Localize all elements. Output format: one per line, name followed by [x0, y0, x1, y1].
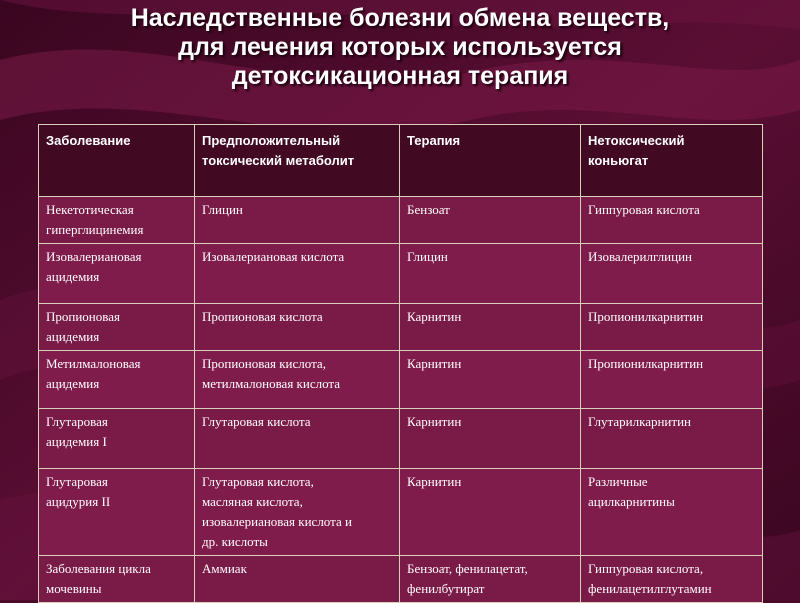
- table-cell-text: Пропионовая кислота,: [202, 356, 326, 371]
- table-cell-text: Гиппуровая кислота,: [588, 561, 704, 576]
- table-cell-text: Глутаровая кислота,: [202, 474, 314, 489]
- table-cell-text: фенилацетилглутамин: [588, 581, 712, 596]
- table-cell-text: ацидурия II: [46, 494, 111, 509]
- table-cell-text: Карнитин: [407, 414, 462, 429]
- table-cell-text: Различные: [588, 474, 648, 489]
- table-cell-text: ацидемия: [46, 269, 100, 284]
- table-cell: [195, 409, 400, 469]
- title-line-3: детоксикационная терапия: [231, 62, 569, 90]
- table-cell-text: Некетотическая: [46, 202, 134, 217]
- title-line-1: Наследственные болезни обмена веществ,: [130, 4, 670, 32]
- table-cell: [400, 469, 581, 556]
- column-header-text: токсический метаболит: [202, 153, 355, 168]
- table-cell-text: изовалериановая кислота и: [202, 514, 352, 529]
- column-header: [400, 125, 581, 197]
- table-cell-text: Глутаровая: [46, 474, 108, 489]
- table-cell: [400, 197, 581, 244]
- table-cell: [195, 304, 400, 351]
- table-cell-text: гиперглицинемия: [46, 222, 144, 237]
- table-cell: [581, 469, 763, 556]
- table-cell-text: Глутарилкарнитин: [588, 414, 691, 429]
- table-cell: [39, 409, 195, 469]
- table-row: [39, 304, 763, 351]
- table-cell: [195, 244, 400, 304]
- table-cell: [195, 351, 400, 409]
- column-header-text: Заболевание: [46, 133, 131, 148]
- table-cell-text: Изовалериановая: [46, 249, 142, 264]
- table-cell: [400, 409, 581, 469]
- table-cell-text: Аммиак: [202, 561, 247, 576]
- table-row: [39, 469, 763, 556]
- table-cell: [39, 469, 195, 556]
- detox-therapy-table: [38, 124, 763, 603]
- table-cell-text: Глутаровая: [46, 414, 108, 429]
- table-row: [39, 556, 763, 603]
- table-cell: [400, 351, 581, 409]
- table-cell-text: Метилмалоновая: [46, 356, 141, 371]
- table-cell-text: Заболевания цикла: [46, 561, 151, 576]
- column-header: [39, 125, 195, 197]
- table-cell-text: Карнитин: [407, 474, 462, 489]
- table-cell-text: Пропионовая кислота: [202, 309, 323, 324]
- column-header: [581, 125, 763, 197]
- table-cell-text: Бензоат: [407, 202, 450, 217]
- table-cell-text: ацилкарнитины: [588, 494, 675, 509]
- table-cell-text: фенилбутират: [407, 581, 485, 596]
- table-cell-text: ацидемия: [46, 376, 100, 391]
- table-cell: [400, 556, 581, 603]
- table-cell: [39, 304, 195, 351]
- table-cell-text: Пропионовая: [46, 309, 120, 324]
- table-row: [39, 244, 763, 304]
- table-cell-text: Карнитин: [407, 356, 462, 371]
- table-cell: [39, 244, 195, 304]
- table-cell: [400, 304, 581, 351]
- column-header-text: коньюгат: [588, 153, 649, 168]
- table-cell-text: ацидемия I: [46, 434, 107, 449]
- table-cell-text: Глутаровая кислота: [202, 414, 311, 429]
- slide-title: [0, 4, 800, 91]
- table-cell: [581, 197, 763, 244]
- table-cell-text: Изовалериановая кислота: [202, 249, 345, 264]
- table-cell: [195, 469, 400, 556]
- table-cell-text: масляная кислота,: [202, 494, 303, 509]
- table-cell: [195, 197, 400, 244]
- title-line-2: для лечения которых используется: [178, 33, 622, 61]
- table-cell: [195, 556, 400, 603]
- table-row: [39, 351, 763, 409]
- table-cell-text: метилмалоновая кислота: [202, 376, 341, 391]
- table-cell: [581, 556, 763, 603]
- table-cell-text: Пропионилкарнитин: [588, 309, 704, 324]
- table-cell: [581, 304, 763, 351]
- column-header-text: Терапия: [407, 133, 461, 148]
- table-cell: [39, 556, 195, 603]
- column-header-text: Предположительный: [202, 133, 341, 148]
- table-cell: [581, 351, 763, 409]
- table-row: [39, 409, 763, 469]
- table-cell: [581, 244, 763, 304]
- table-cell: [39, 197, 195, 244]
- table-cell-text: Бензоат, фенилацетат,: [407, 561, 528, 576]
- table-cell: [39, 351, 195, 409]
- column-header-text: Нетоксический: [588, 133, 685, 148]
- table-cell-text: Гиппуровая кислота: [588, 202, 700, 217]
- table-cell-text: Глицин: [202, 202, 243, 217]
- table-cell-text: Изовалерилглицин: [588, 249, 692, 264]
- table-cell-text: мочевины: [46, 581, 102, 596]
- table-cell-text: Глицин: [407, 249, 448, 264]
- table-cell: [400, 244, 581, 304]
- table-header-row: [39, 125, 763, 197]
- column-header: [195, 125, 400, 197]
- table-cell-text: ацидемия: [46, 329, 100, 344]
- table-row: [39, 197, 763, 244]
- table-cell-text: др. кислоты: [202, 534, 268, 549]
- table-cell-text: Карнитин: [407, 309, 462, 324]
- table-cell: [581, 409, 763, 469]
- table-cell-text: Пропионилкарнитин: [588, 356, 704, 371]
